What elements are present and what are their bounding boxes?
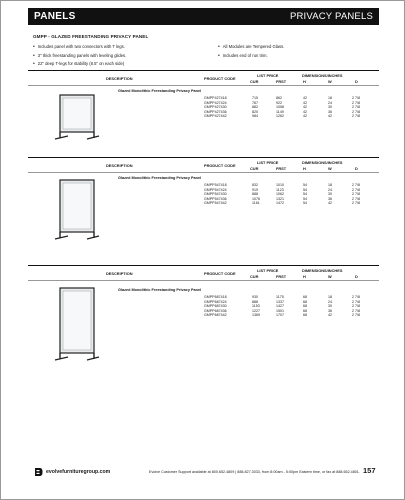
dim-w: 18 bbox=[328, 183, 332, 187]
product-code: GMPP687436 bbox=[204, 308, 227, 313]
support-info: Evolve Customer Support available at 800.652.4809 | 888.827.3033, from 8:00am - 5:00pm Eastern time, or fax at 888.652.4801. bbox=[149, 470, 360, 474]
header-list-price: LIST PRICE bbox=[257, 73, 279, 78]
row-description: Glazed Monolithic Freestanding Privacy Panel bbox=[118, 288, 202, 292]
header-product-code: PRODUCT CODE bbox=[204, 163, 236, 168]
price-frst: 1262 bbox=[276, 114, 284, 119]
header-h: H bbox=[303, 79, 306, 84]
dim-w: 30 bbox=[328, 105, 332, 110]
evolve-logo-icon bbox=[34, 467, 43, 477]
header-cur: CUR bbox=[250, 274, 259, 279]
dim-d: 2 7/8 bbox=[352, 183, 360, 187]
price-frst: 1321 bbox=[276, 196, 284, 201]
header-w: W bbox=[328, 274, 332, 279]
pricing-section bbox=[28, 157, 379, 261]
dim-d: 2 7/8 bbox=[352, 196, 360, 201]
dim-h: 42 bbox=[303, 105, 307, 110]
dim-w: 36 bbox=[328, 109, 332, 114]
header-dimensions: DIMENSIONS/INCHES bbox=[302, 268, 343, 273]
dim-d: 2 7/8 bbox=[352, 100, 360, 105]
price-frst: 1501 bbox=[276, 308, 284, 313]
header-dimensions: DIMENSIONS/INCHES bbox=[302, 160, 343, 165]
feature-list-left bbox=[33, 43, 218, 69]
dim-h: 42 bbox=[303, 114, 307, 119]
dim-h: 68 bbox=[303, 295, 307, 299]
price-cur: 767 bbox=[252, 100, 258, 105]
header-frst: FRST bbox=[276, 274, 287, 279]
product-code: GMPP547424 bbox=[204, 187, 227, 192]
dim-d: 2 7/8 bbox=[352, 304, 360, 309]
feature-item: • Includes end of run trim. bbox=[218, 52, 368, 61]
dim-d: 2 7/8 bbox=[352, 187, 360, 192]
dim-h: 42 bbox=[303, 96, 307, 100]
feature-list bbox=[33, 43, 373, 69]
price-frst: 1010 bbox=[276, 183, 284, 187]
website-link[interactable]: evolvefurnituregroup.com bbox=[46, 469, 111, 475]
feature-list-right bbox=[218, 43, 368, 69]
product-code: GMPP547436 bbox=[204, 196, 227, 201]
price-cur: 888 bbox=[252, 299, 258, 304]
page-number: 157 bbox=[363, 466, 376, 475]
header-cur: CUR bbox=[250, 79, 259, 84]
dim-w: 36 bbox=[328, 196, 332, 201]
price-cur: 1153 bbox=[252, 304, 260, 309]
price-cur: 1369 bbox=[252, 313, 260, 318]
product-code: GMPP687430 bbox=[204, 304, 227, 309]
header-w: W bbox=[328, 166, 332, 171]
table-row bbox=[28, 313, 379, 318]
dim-h: 68 bbox=[303, 304, 307, 309]
header-list-price: LIST PRICE bbox=[257, 268, 279, 273]
header-d: D bbox=[355, 274, 358, 279]
product-code: GMPP547430 bbox=[204, 192, 227, 197]
pricing-section bbox=[28, 70, 379, 152]
table-header bbox=[28, 265, 379, 281]
pricing-section bbox=[28, 265, 379, 371]
product-code: GMPP687442 bbox=[204, 313, 227, 318]
table-row bbox=[28, 114, 379, 119]
dim-w: 18 bbox=[328, 295, 332, 299]
header-description: DESCRIPTION bbox=[106, 163, 133, 168]
header-h: H bbox=[303, 274, 306, 279]
price-cur: 715 bbox=[252, 96, 258, 100]
header-d: D bbox=[355, 166, 358, 171]
price-cur: 1227 bbox=[252, 308, 260, 313]
price-cur: 1161 bbox=[252, 201, 260, 206]
dim-d: 2 7/8 bbox=[352, 192, 360, 197]
product-code: GMPP687418 bbox=[204, 295, 227, 299]
dim-h: 42 bbox=[303, 109, 307, 114]
dim-d: 2 7/8 bbox=[352, 299, 360, 304]
dim-d: 2 7/8 bbox=[352, 109, 360, 114]
price-frst: 1062 bbox=[276, 192, 284, 197]
header-description: DESCRIPTION bbox=[106, 76, 133, 81]
dim-d: 2 7/8 bbox=[352, 96, 360, 100]
price-cur: 882 bbox=[252, 105, 258, 110]
header-w: W bbox=[328, 79, 332, 84]
product-code: GMPP427430 bbox=[204, 105, 227, 110]
footer-brand bbox=[34, 467, 110, 477]
price-frst: 1123 bbox=[276, 187, 284, 192]
price-cur: 832 bbox=[252, 183, 258, 187]
category-title: PRIVACY PANELS bbox=[289, 11, 373, 22]
product-title: GMPP - GLAZED FREESTANDING PRIVACY PANEL bbox=[33, 34, 149, 39]
price-cur: 984 bbox=[252, 114, 258, 119]
price-cur: 888 bbox=[252, 192, 258, 197]
dim-d: 2 7/8 bbox=[352, 105, 360, 110]
price-frst: 922 bbox=[276, 100, 282, 105]
product-code: GMPP547442 bbox=[204, 201, 227, 206]
header-frst: FRST bbox=[276, 166, 287, 171]
dim-h: 54 bbox=[303, 192, 307, 197]
price-cur: 930 bbox=[252, 295, 258, 299]
product-code: GMPP687424 bbox=[204, 299, 227, 304]
feature-item: • 22" deep T-legs for stability (8.5" on each side) bbox=[33, 60, 218, 69]
dim-h: 68 bbox=[303, 299, 307, 304]
header-cur: CUR bbox=[250, 166, 259, 171]
header-product-code: PRODUCT CODE bbox=[204, 271, 236, 276]
price-frst: 1149 bbox=[276, 109, 284, 114]
price-frst: 1707 bbox=[276, 313, 284, 318]
price-frst: 1175 bbox=[276, 295, 284, 299]
dim-h: 68 bbox=[303, 313, 307, 318]
table-header bbox=[28, 157, 379, 173]
page-header bbox=[28, 8, 379, 25]
table-row bbox=[28, 201, 379, 206]
product-code: GMPP547418 bbox=[204, 183, 227, 187]
dim-d: 2 7/8 bbox=[352, 308, 360, 313]
dim-h: 54 bbox=[303, 187, 307, 192]
feature-item: • Includes panel with two connectors with T legs. bbox=[33, 43, 218, 52]
price-frst: 862 bbox=[276, 96, 282, 100]
dim-h: 54 bbox=[303, 201, 307, 206]
dim-w: 42 bbox=[328, 201, 332, 206]
header-description: DESCRIPTION bbox=[106, 271, 133, 276]
price-frst: 1427 bbox=[276, 304, 284, 309]
feature-item: • 3" thick freestanding panels with leveling glides. bbox=[33, 52, 218, 61]
header-dimensions: DIMENSIONS/INCHES bbox=[302, 73, 343, 78]
dim-h: 54 bbox=[303, 183, 307, 187]
product-code: GMPP427442 bbox=[204, 114, 227, 119]
dim-d: 2 7/8 bbox=[352, 313, 360, 318]
dim-w: 42 bbox=[328, 313, 332, 318]
dim-h: 68 bbox=[303, 308, 307, 313]
dim-w: 24 bbox=[328, 299, 332, 304]
price-frst: 1058 bbox=[276, 105, 284, 110]
product-code: GMPP427418 bbox=[204, 96, 227, 100]
product-code: GMPP427436 bbox=[204, 109, 227, 114]
dim-w: 24 bbox=[328, 187, 332, 192]
price-cur: 919 bbox=[252, 187, 258, 192]
price-frst: 1337 bbox=[276, 299, 284, 304]
dim-w: 24 bbox=[328, 100, 332, 105]
dim-w: 18 bbox=[328, 96, 332, 100]
dim-d: 2 7/8 bbox=[352, 201, 360, 206]
header-list-price: LIST PRICE bbox=[257, 160, 279, 165]
dim-w: 30 bbox=[328, 304, 332, 309]
price-frst: 1472 bbox=[276, 201, 284, 206]
dim-h: 42 bbox=[303, 100, 307, 105]
header-product-code: PRODUCT CODE bbox=[204, 76, 236, 81]
dim-w: 36 bbox=[328, 308, 332, 313]
dim-h: 54 bbox=[303, 196, 307, 201]
dim-d: 2 7/8 bbox=[352, 114, 360, 119]
header-frst: FRST bbox=[276, 79, 287, 84]
header-d: D bbox=[355, 79, 358, 84]
dim-w: 30 bbox=[328, 192, 332, 197]
feature-item: • All Modules are Tempered Glass. bbox=[218, 43, 368, 52]
price-cur: 820 bbox=[252, 109, 258, 114]
price-cur: 1076 bbox=[252, 196, 260, 201]
table-header bbox=[28, 70, 379, 86]
row-description: Glazed Monolithic Freestanding Privacy Panel bbox=[118, 89, 202, 93]
dim-w: 42 bbox=[328, 114, 332, 119]
row-description: Glazed Monolithic Freestanding Privacy Panel bbox=[118, 176, 202, 180]
section-title: PANELS bbox=[34, 11, 76, 22]
product-code: GMPP427424 bbox=[204, 100, 227, 105]
dim-d: 2 7/8 bbox=[352, 295, 360, 299]
header-h: H bbox=[303, 166, 306, 171]
